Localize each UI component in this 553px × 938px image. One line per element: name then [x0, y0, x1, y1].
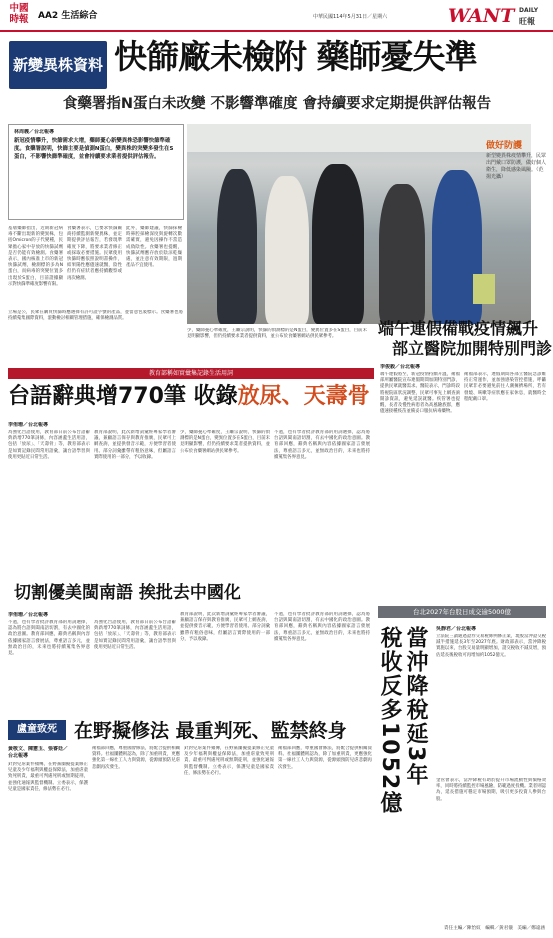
lead-box	[8, 124, 184, 220]
masthead	[0, 0, 553, 30]
photo-person-4	[379, 184, 425, 324]
dictionary-body-4: 不過，也有學者批評教育部的用詞選擇，認為將台語與閩南語切割，有去中國化的政治意圖。教育部回應，辭典名稱與內容依據國家語言發展法，尊重語言多元，並無政治目的，未來也將持續蒐集各界意見。	[274, 430, 370, 460]
stock-story-body-2: 金管會表示，當沖降稅有助於提升市場流動性與價格效率，同時將持續監控市場風險，防範過度投機。業者則認為，延長措施可穩定市場預期，吸引更多投資人參與台股。	[436, 778, 546, 802]
issue-date: 中華民國114年5月31日／星期六	[313, 14, 388, 20]
abuse-story-headline: 在野擬修法 最重判死、監禁終身	[74, 720, 347, 742]
dictionary-body-7: 教育部說明，此次新增詞彙經專家學者審議，兼顧語言保存與教育推廣，民眾可上網查詢，並提供發音示範，方便學習者使用。部分詞彙雖帶有粗俗意味，但屬語言實際使用的一部分，予以收錄。	[180, 612, 270, 642]
dictionary-headline	[8, 382, 374, 414]
stock-story-band: 台北2027年台股日成交逾5000億	[378, 606, 546, 618]
side-story-title-1: 端午連假備戰疫情飆升	[378, 319, 539, 338]
main-body-col-2: 食藥署表示，已要求快篩廠商持續監測新變異株，並定期提供評估報告，若發現準確度下降，將要求業者修正或採取必要措施。民眾使用快篩時應依照說明書操作，結果陽性應儘速就醫，陰性但仍有症狀者應持續觀察或再次檢測。	[67, 226, 122, 281]
abuse-story-body-1: 針對兒虐案件頻傳，在野黨團擬提案修正兒童及少年福利與權益保障法，加重虐童致死刑責，最重可判處死刑或無期徒刑，並強化通報與監督機制。立委表示，保護兒童是國家責任，修法勢在必行。	[8, 762, 88, 792]
photo-ceiling	[187, 124, 531, 152]
side-story-body-2: 衛福部表示，連假期間各部立醫院急診維持正常運作，並加強感染管控措施，呼籲民眾非必要避免前往人潮擁擠場所，若有發燒、咳嗽等症狀應在家休息，就醫時全程配戴口罩。	[464, 372, 546, 402]
main-subhead: 食藥署指N蛋白未改變 不影響準確度 會持續要求定期提供評估報告	[62, 96, 492, 112]
want-chinese-label: 旺報	[519, 17, 535, 26]
side-story-title-2: 部立醫院加開特別門診	[392, 339, 553, 358]
abuse-story-tag: 盧童致死	[8, 720, 66, 740]
logo-line-2: 時報	[9, 14, 29, 25]
dictionary-subheadline: 切割優美閩南語 挨批去中國化	[14, 583, 241, 603]
dictionary-band: 教育部稱如實彙集記錄生活用詞	[8, 368, 374, 379]
dictionary-body-2: 教育部說明，此次新增詞彙經專家學者審議，兼顧語言保存與教育推廣，民眾可上網查詢，並提供發音示範，方便學習者使用。部分詞彙雖帶有粗俗意味，但屬語言實際使用的一部分，予以收錄。	[94, 430, 176, 460]
photo-caption-title: 做好防護	[486, 141, 523, 151]
dictionary-byline-2: 李侑珊／台北報導	[8, 612, 49, 618]
photo-person-2	[265, 176, 309, 324]
abuse-story-body-2: 衛福部回應，尊重國會修法，將配合提供相關資料。社福團體則認為，除了加重刑責，更應強化第一線社工人力與資源，從源頭預防兒虐悲劇再次發生。	[92, 746, 180, 770]
abuse-story-body-4: 衛福部回應，尊重國會修法，將配合提供相關資料。社福團體則認為，除了加重刑責，更應強化第一線社工人力與資源，從源頭預防兒虐悲劇再次發生。	[278, 746, 372, 770]
lead-byline: 林周義／台北報導	[14, 129, 55, 135]
dictionary-headline-main: 台語辭典增770筆 收錄	[8, 384, 238, 409]
stock-story-vertical-headline	[376, 626, 428, 926]
lead-paragraph: 新冠疫情攀升，快篩需求大增，藥師憂心新變異株恐影響快篩準確度。食藥署說明，快篩主要是偵測N蛋白，變異株的突變多發生在S蛋白，不影響快篩準確度，並會持續要求業者提供評估報告。	[14, 138, 174, 160]
story-tag: 新變異株資料	[9, 41, 107, 89]
vertical-headline-1: 當沖降稅延3年	[403, 626, 428, 788]
dictionary-body-8: 不過，也有學者批評教育部的用詞選擇，認為將台語與閩南語切割，有去中國化的政治意圖。教育部回應，辭典名稱與內容依據國家語言發展法，尊重語言多元，並無政治目的，未來也將持續蒐集各界意見。	[274, 612, 370, 642]
stock-story-byline: 吳靜君／台北報導	[436, 626, 477, 632]
photo-person-1	[217, 169, 257, 324]
main-body-col-3: 此外，藥師建議，快篩採檢時鼻腔採檢深度與旋轉次數需確實，避免因操作不當造成偽陰性。食藥署也提醒，快篩試劑應存放於陰涼乾燥處，並注意有效期限，過期產品不宜使用。	[126, 226, 182, 269]
main-body-col-5: 少，藥師憂心準確度，王繼宗說明，快篩的偵測標的是N蛋白，變異位置多在S蛋白，目前未見明顯影響，但仍持續要求業者提供資料，並公布於食藥署網站供民眾參考。	[187, 328, 367, 340]
logo-line-1: 中國	[9, 3, 29, 14]
photo-caption-box	[486, 140, 548, 290]
abuse-story-body-3: 針對兒虐案件頻傳，在野黨團擬提案修正兒童及少年福利與權益保障法，加重虐童致死刑責，最重可判處死刑或無期徒刑，並強化通報與監督機制。立委表示，保護兒童是國家責任，修法勢在必行。	[184, 746, 274, 776]
stock-story-body-1: 立法院三讀通過證券交易稅條例修正案，現股當沖證交稅減半措施延長3年至2027年底。財政部表示，當沖降稅實施以來，台股交易量明顯增加，證交稅收不減反增，預估延長後稅收可再增加約1052億元。	[436, 634, 546, 658]
daily-label: DAILY	[519, 7, 539, 14]
dictionary-body-3: 少，藥師憂心準確度，王繼宗說明，快篩的偵測標的是N蛋白，變異位置多在S蛋白，目前未見明顯影響，但仍持續要求業者提供資料，並公布於食藥署網站供民眾參考。	[180, 430, 270, 454]
main-body-col-1: 基層藥師指出，近期新冠病毒不斷出現新的變異株，包括Omicron的子代變種，民眾擔心家中存放的快篩試劑是否仍能有效檢測。食藥署表示，國內核准上市的新冠快篩試劑，檢測標的多為N蛋白，而病毒的突變位置多出現於S蛋白，目前證據顯示對快篩準確度影響有限。	[8, 226, 63, 287]
side-story-body-1: 端午連假將至，新冠疫情持續升溫，衛福部所屬醫院宣布連假期間加開特別門診，提供民眾就醫需求。醫院表示，門診時段將視院區狀況調整，民眾可事先上網查詢開診資訊，避免延誤就醫。疾管署也提醒，長者及慢性病患者為高風險族群，應儘速接種疫苗並備妥口服抗病毒藥物。	[380, 372, 460, 415]
dictionary-body-1: 為強化台語使用，教育部日前公布台語辭典新增770筆詞條，內容涵蓋生活用語，包括「放尿」、「天壽骨」等，教育部表示是如實記錄民間常用語彙，讓台語學習與使用更貼近日常生活。	[8, 430, 90, 460]
dictionary-byline: 李侑珊／台北報導	[8, 422, 49, 428]
main-headline: 快篩廠未檢附 藥師憂失準	[114, 37, 477, 76]
photo-person-3	[312, 164, 364, 324]
dictionary-body-5: 不過，也有學者批評教育部的用詞選擇，認為將台語與閩南語切割，有去中國化的政治意圖。教育部回應，辭典名稱與內容依據國家語言發展法，尊重語言多元，並無政治目的，未來也將持續蒐集各界意見。	[8, 620, 90, 657]
abuse-story-byline: 黃敬文、陳憲玉、張睿廷／台北報導	[8, 746, 68, 759]
header-divider	[0, 30, 553, 32]
dictionary-headline-highlight: 放尿、天壽骨	[237, 384, 370, 409]
vertical-headline-2: 稅收反多1052億	[377, 626, 402, 816]
want-logo-text: WANT	[448, 5, 515, 27]
want-daily-logo	[448, 3, 548, 29]
section-label: AA2 生活綜合	[38, 11, 98, 21]
china-times-logo	[4, 3, 34, 27]
page-footer-credits: 責任主編／陳怡妏 編輯／黃君儀 美編／鄭遠涵	[443, 925, 545, 931]
main-body-col-4: 立場是公，民眾在購買快篩時應選擇有許可證字號的產品，並留意包裝標示。食藥署也將持續蒐集國際資料，滾動檢討相關管理措施，確保檢測品質。	[8, 310, 183, 322]
news-photo	[187, 124, 531, 324]
photo-caption: 新型變異株疫情攀升，民眾出門戴口罩防護，做好個人衛生，降低感染風險。（范揚光攝）	[486, 152, 547, 180]
side-story-byline: 李俊毅／台北報導	[380, 364, 421, 370]
dictionary-body-6: 為強化台語使用，教育部日前公布台語辭典新增770筆詞條，內容涵蓋生活用語，包括「放尿」、「天壽骨」等，教育部表示是如實記錄民間常用語彙，讓台語學習與使用更貼近日常生活。	[94, 620, 176, 650]
